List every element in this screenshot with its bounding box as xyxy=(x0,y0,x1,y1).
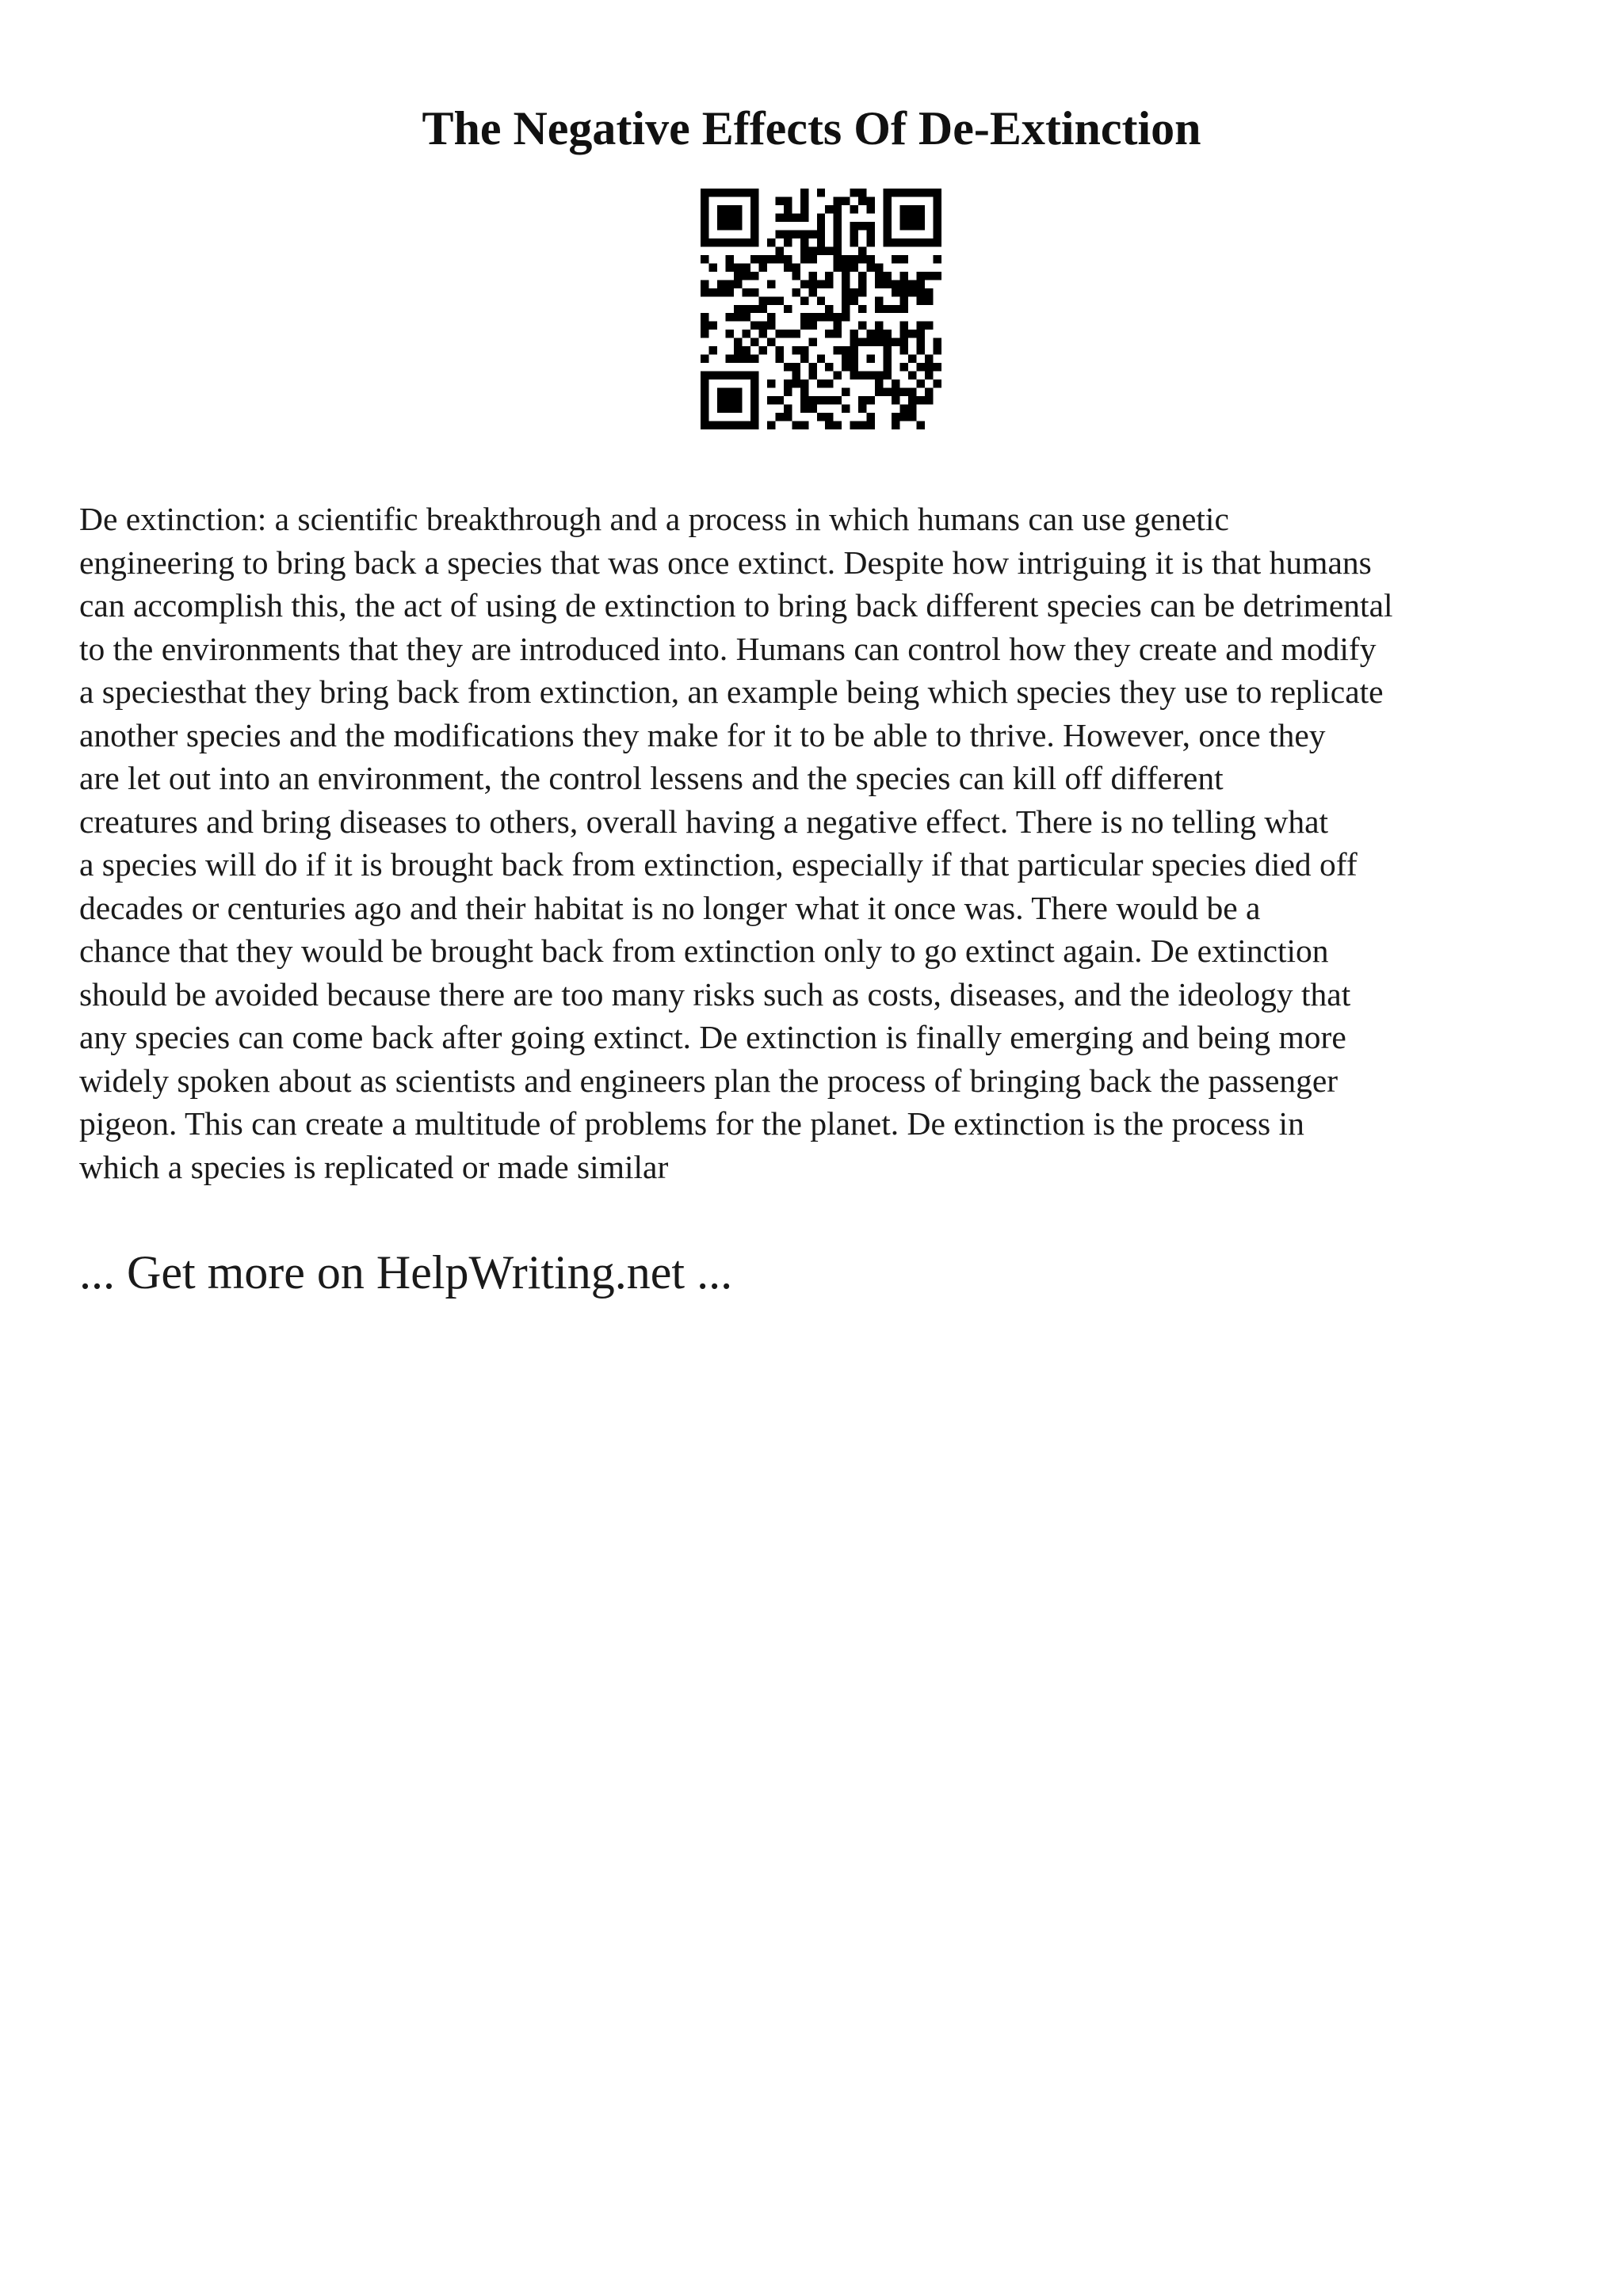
body-line: engineering to bring back a species that was once extinct. Despite how intriguing it is that humans xyxy=(79,543,1372,581)
body-line: any species can come back after going extinct. De extinction is finally emerging and being more xyxy=(79,1019,1346,1055)
body-line: decades or centuries ago and their habitat is no longer what it once was. There would be a xyxy=(79,889,1261,926)
body-line: a speciesthat they bring back from extinction, an example being which species they use to replicate xyxy=(79,673,1384,710)
body-line: can accomplish this, the act of using de extinction to bring back different species can be detrimental xyxy=(79,587,1393,624)
qr-code-graphic xyxy=(701,189,941,429)
body-line: pigeon. This can create a multitude of problems for the planet. De extinction is the process in xyxy=(79,1105,1304,1142)
body-line: chance that they would be brought back from extinction only to go extinct again. De extinction xyxy=(79,933,1329,969)
body-line: another species and the modifications they make for it to be able to thrive. However, once they xyxy=(79,716,1326,753)
body-line: should be avoided because there are too many risks such as costs, diseases, and the ideology that xyxy=(79,975,1351,1013)
body-line: a species will do if it is brought back from extinction, especially if that particular species died off xyxy=(79,846,1358,883)
get-more-link[interactable]: ... Get more on HelpWriting.net ... xyxy=(79,1246,733,1299)
qr-code-icon[interactable] xyxy=(701,189,941,429)
document-title: The Negative Effects Of De-Extinction xyxy=(422,102,1201,154)
body-line: creatures and bring diseases to others, overall having a negative effect. There is no telling what xyxy=(79,803,1329,840)
body-line: are let out into an environment, the control lessens and the species can kill off different xyxy=(79,760,1224,796)
body-line: to the environments that they are introduced into. Humans can control how they create and modify xyxy=(79,630,1377,667)
body-line: De extinction: a scientific breakthrough and a process in which humans can use genetic xyxy=(79,501,1229,537)
body-paragraph xyxy=(79,498,1569,1188)
body-line: widely spoken about as scientists and engineers plan the process of bringing back the passenger xyxy=(79,1062,1338,1099)
body-line: which a species is replicated or made similar xyxy=(79,1148,669,1185)
